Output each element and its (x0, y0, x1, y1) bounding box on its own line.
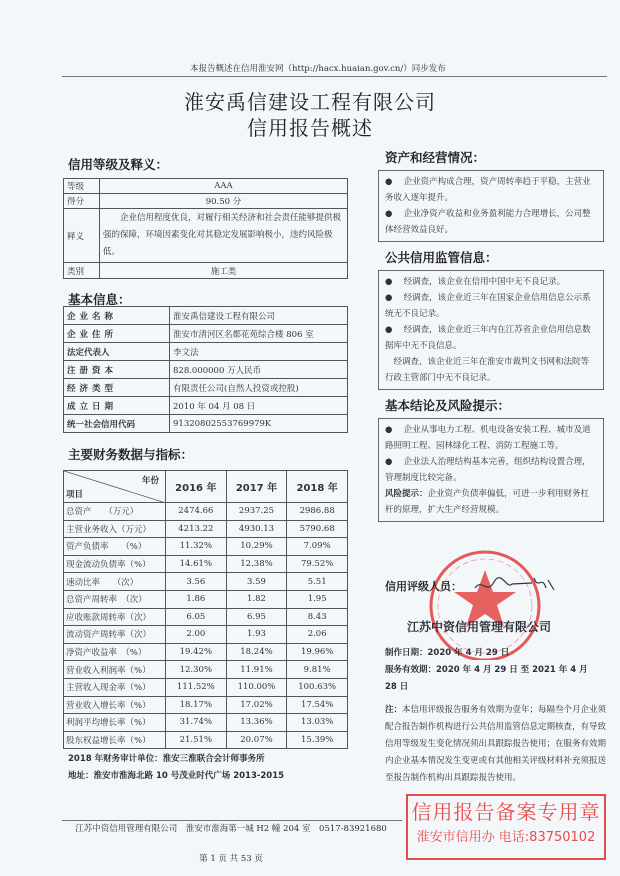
basic-label: 成立日期 (64, 397, 170, 415)
finance-value: 5790.68 (287, 520, 348, 538)
rater-label: 信用评级人员： (385, 580, 462, 593)
finance-item: 利润平均增长率（%） (64, 714, 166, 732)
credit-label: 类别 (64, 263, 100, 279)
credit-label: 得分 (64, 194, 100, 209)
finance-value: 2986.88 (287, 503, 348, 521)
finance-row (64, 608, 348, 626)
basic-value: 淮安市清河区名都花苑综合楼 806 室 (170, 325, 348, 343)
finance-heading: 主要财务数据与指标： (68, 447, 194, 462)
finance-item: 总资产周转率 （次） (64, 590, 166, 608)
finance-value: 3.56 (166, 573, 227, 591)
finance-value: 19.96% (287, 643, 348, 661)
bullet-item: ● 经调查，该企业近三年内在江苏省企业信用信息数据库中无不良信息。 (385, 325, 591, 351)
finance-value: 2.06 (287, 626, 348, 644)
finance-value: 13.36% (226, 714, 287, 732)
finance-row (64, 678, 348, 696)
footer-divider (62, 820, 402, 821)
finance-item: 流动资产周转率（次） (64, 626, 166, 644)
basic-label: 经济类型 (64, 379, 170, 397)
page-subtitle: 信用报告概述 (247, 116, 373, 140)
bullet-item: ● 经调查，该企业在信用中国中无不良记录。 (385, 277, 566, 287)
credit-grade: AAA (100, 179, 348, 194)
bullet-text: 企业资产构成合理，资产周转率趋于平稳，主营业务收入逐年提升。 (385, 177, 591, 203)
credit-heading: 信用等级及释义： (68, 157, 169, 172)
basic-label: 企业名称 (64, 307, 170, 325)
finance-row (64, 590, 348, 608)
basic-label: 统一社会信用代码 (64, 415, 170, 433)
finance-item: 资产负债率 （%） (64, 538, 166, 556)
page-title: 淮安禹信建设工程有限公司 (184, 90, 436, 114)
finance-value: 10.29% (226, 538, 287, 556)
footer-org: 江苏中资信用管理有限公司 淮安市淮海第一城 H2 幢 204 室 0517-83921680 (75, 824, 387, 834)
basic-row (64, 307, 348, 325)
finance-value: 12.38% (226, 555, 287, 573)
year-header: 2018 年 (287, 471, 348, 503)
basic-row (64, 379, 348, 397)
finance-value: 17.54% (287, 696, 348, 714)
bullet-item: ● 企业资产构成合理，资产周转率趋于平稳，主营业务收入逐年提升。 (385, 177, 591, 203)
finance-value: 110.00% (226, 678, 287, 696)
stamp-contact: 淮安市信用办 电话:83750102 (416, 830, 596, 845)
assets-box (378, 170, 604, 242)
finance-row (64, 555, 348, 573)
basic-label: 企业住所 (64, 325, 170, 343)
basic-label: 注册资本 (64, 361, 170, 379)
finance-value: 2937.25 (226, 503, 287, 521)
finance-value: 4930.13 (226, 520, 287, 538)
finance-row (64, 696, 348, 714)
finance-value: 18.17% (166, 696, 227, 714)
finance-item: 现金流动负债率（%） (64, 555, 166, 573)
basic-value: 91320802553769979K (170, 415, 348, 433)
basic-heading: 基本信息： (68, 292, 131, 307)
finance-value: 20.07% (226, 731, 287, 749)
finance-item: 营业收入利润率（%） (64, 661, 166, 679)
supervision-extra: 经调查，该企业近三年在淮安市裁判文书网和法院等行政主管部门中无不良记录。 (385, 357, 590, 383)
finance-item: 主营业务收入（万元） (64, 520, 166, 538)
finance-value: 13.03% (287, 714, 348, 732)
bullet-text: 经调查，该企业近三年在国家企业信用信息公示系统无不良记录。 (385, 293, 591, 319)
finance-value: 1.86 (166, 590, 227, 608)
basic-value: 有限责任公司(自然人投资或控股) (170, 379, 348, 397)
finance-value: 11.32% (166, 538, 227, 556)
finance-row (64, 661, 348, 679)
finance-value: 15.39% (287, 731, 348, 749)
corner-cell (64, 471, 166, 503)
finance-value: 6.95 (226, 608, 287, 626)
finance-row (64, 643, 348, 661)
finance-item: 净资产收益率 （%） (64, 643, 166, 661)
finance-item: 应收账款周转率（次） (64, 608, 166, 626)
finance-value: 8.43 (287, 608, 348, 626)
risk-text: 企业资产负债率偏低，可进一步利用财务杠杆的原理，扩大生产经营规模。 (385, 489, 590, 515)
finance-row (64, 503, 348, 521)
publish-note: 本报告概述在信用淮安网（http://hacx.huaian.gov.cn/）同步发布 (190, 64, 446, 74)
credit-category: 施工类 (100, 263, 348, 279)
finance-value: 79.52% (287, 555, 348, 573)
conclusion-heading: 基本结论及风险提示： (385, 398, 511, 413)
conclusion-box (378, 418, 604, 522)
finance-value: 11.91% (226, 661, 287, 679)
audit-address: 地址：淮安市淮海北路 10 号茂业时代广场 2013-2015 (68, 771, 285, 781)
basic-row (64, 343, 348, 361)
finance-value: 14.61% (166, 555, 227, 573)
finance-value: 100.63% (287, 678, 348, 696)
credit-label: 释义 (64, 209, 100, 263)
finance-row (64, 573, 348, 591)
finance-value: 18.24% (226, 643, 287, 661)
finance-value: 1.93 (226, 626, 287, 644)
made-date: 制作日期：2020 年 4 月 29 日 (385, 648, 510, 658)
bullet-item: ● 企业净资产收益和业务盈利能力合理增长，公司整体经营效益良好。 (385, 209, 591, 235)
finance-value: 5.51 (287, 573, 348, 591)
finance-value: 4213.22 (166, 520, 227, 538)
bullet-text: 企业净资产收益和业务盈利能力合理增长，公司整体经营效益良好。 (385, 209, 591, 235)
basic-label: 法定代表人 (64, 343, 170, 361)
finance-value: 111.52% (166, 678, 227, 696)
bullet-item: ● 经调查，该企业近三年在国家企业信用信息公示系统无不良记录。 (385, 293, 591, 319)
finance-item: 营业收入增长率（%） (64, 696, 166, 714)
corner-item-label: 项目 (66, 490, 84, 500)
bullet-item: ● 企业从事电力工程、机电设备安装工程、城市及道路照明工程、园林绿化工程、消防工程施工等。 (385, 425, 591, 451)
note (385, 702, 609, 787)
finance-value: 21.51% (166, 731, 227, 749)
corner-year-label: 年份 (141, 476, 159, 486)
valid-period: 服务有效期：2020 年 4 月 29 日 至 2021 年 4 月 28 日 (385, 665, 588, 692)
finance-value: 3.59 (226, 573, 287, 591)
note-text: 本信用评级报告服务有效期为壹年；每隔叁个月企业须配合报告制作机构进行公共信用监管信息定期核查，有导致信用等级发生变化情况须出具跟踪报告使用；在服务有效期内企业基本情况发生变更或有其他相关评级材料补充须报送至报告制作机构出具跟踪报告使用。 (385, 705, 607, 783)
supervision-box (378, 270, 604, 390)
rater-signature (472, 570, 557, 600)
year-header: 2017 年 (226, 471, 287, 503)
finance-table (63, 470, 348, 749)
finance-item: 主营收入现金率（%） (64, 678, 166, 696)
right-column (378, 150, 604, 530)
credit-meaning: 企业信用程度优良，对履行相关经济和社会责任能够提供极强的保障，环境因素变化对其稳定发展影响极小，违约风险极低。 (100, 209, 348, 263)
credit-label: 等级 (64, 179, 100, 194)
finance-value: 2.00 (166, 626, 227, 644)
finance-value: 1.82 (226, 590, 287, 608)
finance-value: 17.02% (226, 696, 287, 714)
credit-table (63, 178, 348, 279)
basic-row (64, 415, 348, 433)
basic-row (64, 397, 348, 415)
finance-item: 股东权益增长率（%） (64, 731, 166, 749)
finance-value: 9.81% (287, 661, 348, 679)
finance-row (64, 714, 348, 732)
finance-item: 总资产 （万元） (64, 503, 166, 521)
finance-row (64, 731, 348, 749)
basic-value: 淮安禹信建设工程有限公司 (170, 307, 348, 325)
basic-value: 2010 年 04 月 08 日 (170, 397, 348, 415)
note-label: 注： (385, 705, 403, 715)
basic-value: 828.000000 万人民币 (170, 361, 348, 379)
finance-value: 12.30% (166, 661, 227, 679)
finance-value: 2474.66 (166, 503, 227, 521)
bullet-text: 企业从事电力工程、机电设备安装工程、城市及道路照明工程、园林绿化工程、消防工程施工等。 (385, 425, 591, 451)
bullet-text: 企业法人治理结构基本完善，组织结构设置合理，管理制度比较完备。 (385, 457, 591, 483)
basic-info-table (63, 306, 348, 433)
rating-company: 江苏中资信用管理有限公司 (407, 620, 552, 634)
stamp-title: 信用报告备案专用章 (411, 800, 601, 824)
audit-unit: 2018 年财务审计单位：淮安三淮联合会计师事务所 (68, 754, 265, 764)
filing-stamp (406, 794, 606, 860)
finance-row (64, 538, 348, 556)
supervision-heading: 公共信用监管信息： (385, 250, 498, 265)
finance-row (64, 520, 348, 538)
company-seal (420, 548, 550, 660)
finance-item: 速动比率 （次） (64, 573, 166, 591)
basic-value: 李文法 (170, 343, 348, 361)
assets-heading: 资产和经营情况： (385, 150, 486, 165)
page-number: 第 1 页 共 53 页 (199, 854, 263, 864)
year-header: 2016 年 (166, 471, 227, 503)
finance-value: 7.09% (287, 538, 348, 556)
basic-row (64, 361, 348, 379)
bullet-text: 经调查，该企业在信用中国中无不良记录。 (403, 277, 566, 287)
finance-value: 6.05 (166, 608, 227, 626)
bullet-text: 经调查，该企业近三年内在江苏省企业信用信息数据库中无不良信息。 (385, 325, 591, 351)
finance-row (64, 626, 348, 644)
risk-label: 风险提示： (385, 489, 428, 499)
credit-score: 90.50 分 (100, 194, 348, 209)
finance-value: 1.95 (287, 590, 348, 608)
finance-value: 31.74% (166, 714, 227, 732)
finance-value: 19.42% (166, 643, 227, 661)
basic-row (64, 325, 348, 343)
bullet-item: ● 企业法人治理结构基本完善，组织结构设置合理，管理制度比较完备。 (385, 457, 591, 483)
header-divider (62, 76, 607, 77)
